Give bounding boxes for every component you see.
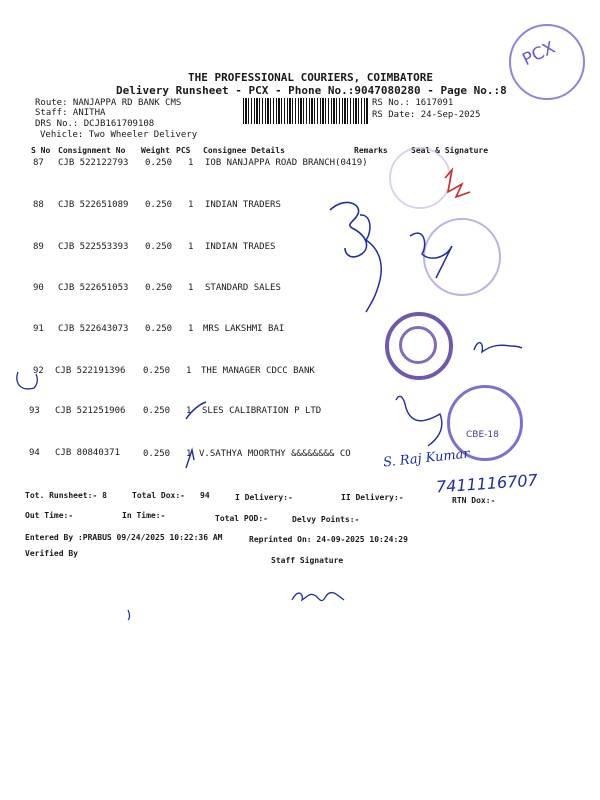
row-sno: 88 — [33, 200, 44, 210]
row-pcs: 1 — [188, 324, 194, 334]
stamp-code: CBE-18 — [466, 430, 499, 440]
staff-signature-ink — [292, 593, 344, 601]
drs-label: DRS No.: DCJB161709108 — [35, 119, 155, 129]
row-consignee: SLES CALIBRATION P LTD — [202, 406, 322, 416]
stray-mark — [128, 610, 130, 620]
row-sno: 91 — [33, 324, 44, 334]
row-sno: 94 — [29, 448, 40, 458]
rs-number: RS No.: 1617091 — [372, 98, 454, 108]
reprinted-on: Reprinted On: 24-09-2025 10:24:29 — [249, 535, 408, 544]
total-dox-label: Total Dox:- — [132, 491, 185, 500]
out-time: Out Time:- — [25, 511, 74, 520]
col-weight: Weight — [141, 146, 170, 155]
row-pcs: 1 — [186, 366, 192, 376]
col-seal: Seal & Signature — [411, 146, 489, 155]
col-consignee: Consignee Details — [203, 146, 285, 155]
col-sno: S No — [31, 146, 51, 155]
col-pcs: PCS — [176, 146, 191, 155]
company-title: THE PROFESSIONAL COURIERS, COIMBATORE — [188, 71, 434, 84]
handwritten-phone: 7411116707 — [435, 470, 539, 497]
red-signature-mark — [445, 170, 470, 197]
row-pcs: 1 — [188, 283, 194, 293]
row-weight: 0.250 — [143, 406, 171, 416]
row-weight: 0.250 — [145, 158, 173, 168]
row-consignee: IOB NANJAPPA ROAD BRANCH(0419) — [205, 158, 368, 168]
ii-delivery: II Delivery:- — [341, 493, 404, 502]
col-consignment: Consignment No — [58, 146, 126, 155]
row-weight: 0.250 — [145, 283, 173, 293]
row-pcs: 1 — [188, 158, 194, 168]
i-delivery: I Delivery:- — [235, 493, 293, 502]
entered-by: Entered By :PRABUS 09/24/2025 10:22:36 AM — [25, 533, 223, 542]
row-consignment: CJB 522643073 — [58, 324, 129, 334]
row-weight: 0.250 — [143, 366, 171, 376]
staff-label: Staff: ANITHA — [35, 108, 106, 118]
row-consignee: INDIAN TRADERS — [205, 200, 281, 210]
delvy-points: Delvy Points:- — [292, 515, 360, 524]
rs-date: RS Date: 24-Sep-2025 — [372, 110, 481, 120]
row-sno: 89 — [33, 242, 44, 252]
row-consignment: CJB 522651089 — [58, 200, 129, 210]
row91-signature — [474, 343, 522, 352]
staff-signature-label: Staff Signature — [271, 556, 344, 565]
route-label: Route: NANJAPPA RD BANK CMS — [35, 98, 182, 108]
row-pcs: 1 — [186, 406, 192, 416]
row-consignee: V.SATHYA MOORTHY &&&&&&&& CO — [199, 449, 351, 459]
row-consignment: CJB 522191396 — [55, 366, 126, 376]
row-consignment: CJB 522553393 — [58, 242, 129, 252]
runsheet-title: Delivery Runsheet - PCX - Phone No.:9047080280 - Page No.:8 — [116, 84, 507, 97]
row-weight: 0.250 — [145, 242, 173, 252]
row94-mark — [186, 450, 194, 468]
rtn-dox: RTN Dox:- — [452, 496, 496, 505]
row-consignee: INDIAN TRADES — [205, 242, 276, 252]
row-consignment: CJB 522122793 — [58, 158, 129, 168]
row-pcs: 1 — [188, 200, 194, 210]
row93-signature — [396, 396, 442, 446]
row-consignee: THE MANAGER CDCC BANK — [201, 366, 315, 376]
row-sno: 92 — [33, 366, 44, 376]
verified-by: Verified By — [25, 549, 78, 558]
row-pcs: 1 — [188, 242, 194, 252]
row-consignment: CJB 521251906 — [55, 406, 126, 416]
tot-runsheet: Tot. Runsheet:- 8 — [25, 491, 107, 500]
row-consignment: CJB 80840371 — [55, 448, 121, 458]
row-consignee: MRS LAKSHMI BAI — [203, 324, 285, 334]
pcx-stamp-text: PCX — [519, 37, 559, 71]
blue-signature-stroke — [360, 215, 381, 312]
in-time: In Time:- — [122, 511, 166, 520]
total-dox-value: 94 — [200, 491, 210, 500]
col-remarks: Remarks — [354, 146, 388, 155]
row-sno: 93 — [29, 406, 40, 416]
row93-strike — [186, 402, 206, 419]
row-consignment: CJB 522651053 — [58, 283, 129, 293]
row-weight: 0.250 — [145, 324, 173, 334]
blue-signature-3 — [330, 202, 367, 256]
row-consignee: STANDARD SALES — [205, 283, 281, 293]
blue-signature-loop — [410, 233, 452, 278]
handwritten-name: S. Raj Kumar — [382, 446, 471, 471]
row-sno: 90 — [33, 283, 44, 293]
total-pod: Total POD:- — [215, 514, 268, 523]
row-weight: 0.250 — [143, 449, 171, 459]
row-sno: 87 — [33, 158, 44, 168]
row-weight: 0.250 — [145, 200, 173, 210]
row92-tick — [17, 372, 38, 389]
row-pcs: 1 — [186, 449, 192, 459]
vehicle-label: Vehicle: Two Wheeler Delivery — [40, 130, 198, 140]
